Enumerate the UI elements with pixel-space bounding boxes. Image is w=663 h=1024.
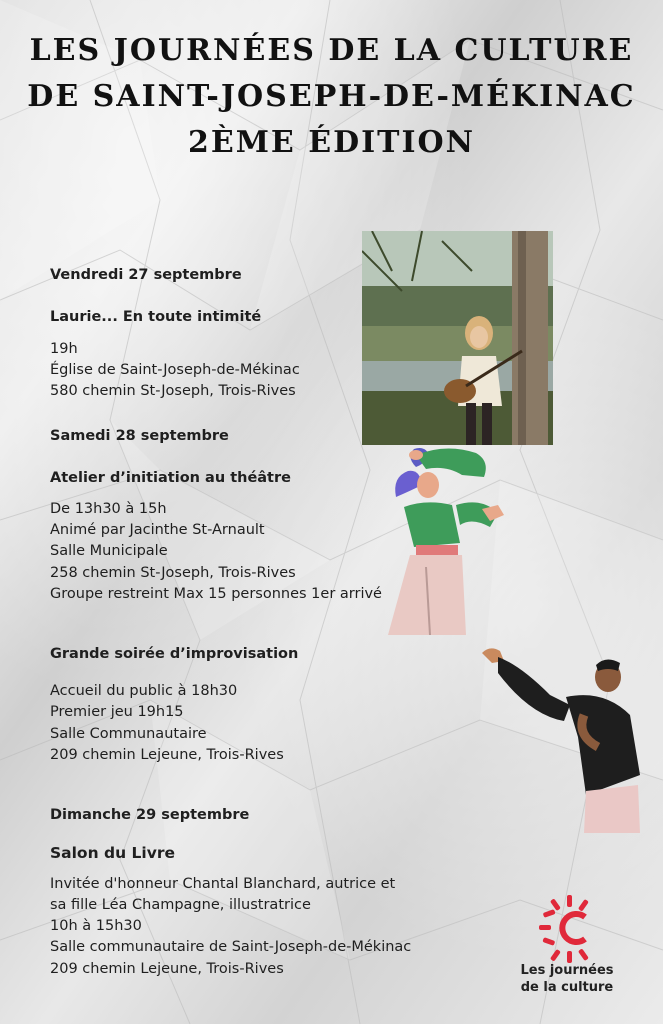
event-detail: 580 chemin St-Joseph, Trois-Rives xyxy=(50,383,296,399)
logo-line2: de la culture xyxy=(520,980,614,995)
event-detail: Église de Saint-Joseph-de-Mékinac xyxy=(50,362,300,378)
event-detail: Salle Municipale xyxy=(50,543,168,559)
event-detail: 258 chemin St-Joseph, Trois-Rives xyxy=(50,565,296,581)
poster-title-line3: 2ÈME ÉDITION xyxy=(187,125,476,160)
event-detail: sa fille Léa Champagne, illustratrice xyxy=(50,897,311,913)
event-detail: Salle communautaire de Saint-Joseph-de-Mékinac xyxy=(50,939,412,955)
event-detail: 209 chemin Lejeune, Trois-Rives xyxy=(50,961,284,977)
event-detail: Animé par Jacinthe St-Arnault xyxy=(50,522,265,538)
event-detail: Invitée d'honneur Chantal Blanchard, autrice et xyxy=(50,876,396,892)
event-detail: Groupe restreint Max 15 personnes 1er arrivé xyxy=(50,586,382,602)
theatre-woman-illustration xyxy=(386,447,510,635)
event-title-theatre: Atelier d’initiation au théâtre xyxy=(50,470,291,486)
event-detail: 10h à 15h30 xyxy=(50,918,142,934)
journees-culture-logo-icon xyxy=(515,893,625,963)
performer-man-illustration xyxy=(480,645,643,833)
event-detail: Accueil du public à 18h30 xyxy=(50,683,238,699)
poster-title-line1: LES JOURNÉES DE LA CULTURE xyxy=(29,33,634,68)
event-detail: De 13h30 à 15h xyxy=(50,501,167,517)
event-title-book-fair: Salon du Livre xyxy=(50,844,175,862)
event-detail: 19h xyxy=(50,341,78,357)
event-detail: 209 chemin Lejeune, Trois-Rives xyxy=(50,747,284,763)
day-heading-sunday: Dimanche 29 septembre xyxy=(50,807,250,823)
event-detail: Premier jeu 19h15 xyxy=(50,704,184,720)
singer-photo xyxy=(362,231,553,445)
event-detail: Salle Communautaire xyxy=(50,726,207,742)
logo-wordmark xyxy=(517,962,617,996)
day-heading-friday: Vendredi 27 septembre xyxy=(50,267,242,283)
event-title-concert: Laurie... En toute intimité xyxy=(50,309,262,325)
poster-title-line2: DE SAINT-JOSEPH-DE-MÉKINAC xyxy=(27,79,636,114)
event-title-improv: Grande soirée d’improvisation xyxy=(50,646,299,662)
day-heading-saturday: Samedi 28 septembre xyxy=(50,428,229,444)
logo-line1: Les journées xyxy=(520,963,614,978)
